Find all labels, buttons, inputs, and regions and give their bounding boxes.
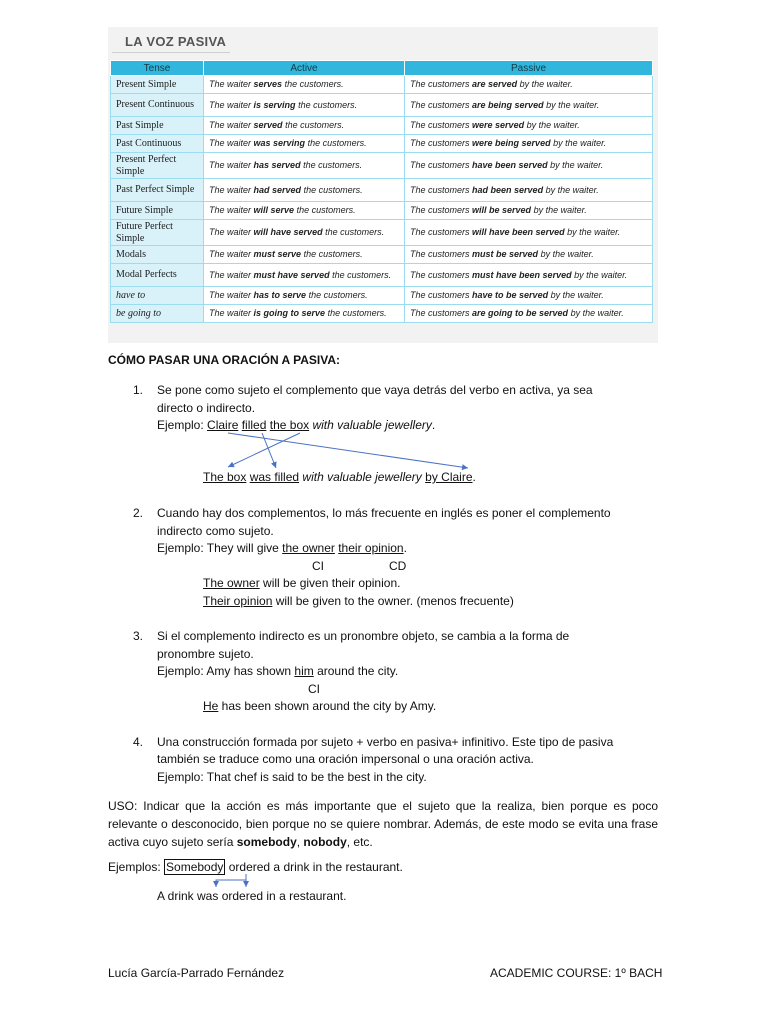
- passive-subject: Their opinion: [203, 594, 273, 608]
- table-row: [111, 287, 653, 305]
- verb-form: will have been served: [472, 227, 565, 238]
- verb-form: is serving: [253, 99, 296, 110]
- verb-form: are going to be served: [472, 308, 569, 319]
- arrow-object-to-subject: [228, 433, 300, 467]
- rule2-line2: indirecto como sujeto.: [157, 524, 274, 538]
- section-title: CÓMO PASAR UNA ORACIÓN A PASIVA:: [108, 353, 341, 367]
- sentence-part: by the waiter.: [543, 99, 600, 110]
- active-object: the box: [269, 418, 310, 432]
- passive-example: [405, 179, 653, 202]
- table-row: [111, 76, 653, 94]
- table-row: [111, 153, 653, 179]
- verb-form: have to be served: [472, 290, 549, 301]
- sentence-part: by the waiter.: [571, 269, 628, 280]
- verb-form: has served: [253, 160, 301, 171]
- boxed-subject: Somebody: [166, 860, 224, 874]
- tense-name: Modals: [111, 246, 204, 264]
- arrow-verb-to-passive-verb: [262, 433, 276, 468]
- sentence-part: the customers.: [282, 79, 344, 90]
- rule1-passive-example: [203, 470, 476, 485]
- sentence-part: The waiter: [209, 99, 254, 110]
- header-passive: Passive: [405, 61, 653, 76]
- sentence-part: The waiter: [209, 120, 254, 131]
- active-example: [204, 246, 405, 264]
- sentence-part: The customers: [410, 184, 473, 195]
- table-header-row: [111, 61, 653, 76]
- verb-form: had been served: [472, 184, 544, 195]
- footer-course: ACADEMIC COURSE: 1º BACH: [490, 966, 663, 980]
- verb-form: are being served: [472, 99, 544, 110]
- direct-object: their opinion: [338, 541, 404, 555]
- verb-form: have been served: [472, 160, 548, 171]
- verb-form: has to serve: [253, 290, 307, 301]
- verb-form: were served: [472, 120, 525, 131]
- table-title: LA VOZ PASIVA: [125, 34, 227, 49]
- tense-name: Present Perfect Simple: [111, 153, 204, 179]
- active-example: [204, 264, 405, 287]
- sentence-part: The customers: [410, 138, 473, 149]
- passive-example: [405, 264, 653, 287]
- active-example: [204, 287, 405, 305]
- sentence-part: the customers.: [300, 160, 363, 171]
- cd-label: CD: [389, 559, 407, 573]
- table-row: [111, 179, 653, 202]
- keyword-somebody: somebody: [236, 835, 297, 849]
- uso-end: , etc.: [346, 835, 373, 849]
- sentence-part: the customers.: [282, 120, 345, 131]
- active-example: [204, 76, 405, 94]
- rule2-passive-2: [203, 594, 514, 609]
- verb-form: serves: [253, 79, 283, 90]
- active-example: [204, 305, 405, 323]
- rule1-example: [157, 418, 435, 433]
- tense-name: Present Continuous: [111, 94, 204, 117]
- rule3-line2: pronombre sujeto.: [157, 647, 254, 661]
- object-pronoun: him: [294, 664, 314, 678]
- verb-form: served: [253, 120, 283, 131]
- rule2-passive-1: [203, 576, 400, 591]
- sentence-part: The customers: [410, 160, 473, 171]
- rule1-line1: Se pone como sujeto el complemento que vaya detrás del verbo en activa, ya sea: [157, 383, 593, 397]
- rule2-number: 2.: [133, 506, 144, 520]
- indirect-object: the owner: [282, 541, 335, 555]
- sentence-part: by the waiter.: [538, 249, 594, 260]
- sentence-part: The waiter: [209, 205, 254, 216]
- sentence-part: The waiter: [209, 227, 254, 238]
- verb-form: were being served: [472, 138, 551, 149]
- sentence-part: the customers.: [322, 227, 385, 238]
- sentence-end: .: [403, 541, 407, 555]
- sentence-end: .: [472, 470, 476, 484]
- sentence-part: the customers.: [329, 269, 392, 280]
- rule3-line1: Si el complemento indirecto es un pronombre objeto, se cambia a la forma de: [157, 629, 570, 643]
- verb-form: will have served: [253, 227, 323, 238]
- rule2-example: [157, 541, 407, 556]
- table-row: [111, 246, 653, 264]
- rule4-line1: Una construcción formada por sujeto + verbo en pasiva+ infinitivo. Este tipo de pasiva: [157, 735, 614, 749]
- verb-form: are served: [472, 79, 518, 90]
- table-row: [111, 94, 653, 117]
- sentence-part: the customers.: [306, 290, 368, 301]
- table-row: [111, 305, 653, 323]
- passive-example: [405, 76, 653, 94]
- example-label: Ejemplo:: [157, 418, 208, 432]
- active-example: [204, 202, 405, 220]
- sentence-part: the customers.: [305, 138, 367, 149]
- passive-subject: The owner: [203, 576, 260, 590]
- verb-form: must serve: [253, 249, 302, 260]
- examples-label: Ejemplos:: [108, 860, 165, 874]
- active-example: [204, 153, 405, 179]
- rule3-number: 3.: [133, 629, 144, 643]
- uso-text: USO: Indicar que la acción es más importante que el sujeto que la realiza, bien porque es poco relevante o desconocido, bien porque no se quiere nombrar. Además, de este modo se evita una frase activa cuyo sujeto sería: [108, 799, 658, 849]
- sentence-part: The customers: [410, 120, 473, 131]
- sentence-part: The waiter: [209, 308, 254, 319]
- verb-form: had served: [253, 184, 302, 195]
- verb-form: will serve: [253, 205, 295, 216]
- tense-name: Future Perfect Simple: [111, 220, 204, 246]
- sentence-part: the customers.: [294, 205, 356, 216]
- ci-label: CI: [308, 682, 320, 696]
- sentence-part: The customers: [410, 290, 473, 301]
- sentence-part: The waiter: [209, 184, 254, 195]
- example-label: Ejemplo: Amy has shown: [157, 664, 295, 678]
- tense-name: be going to: [111, 305, 204, 323]
- sentence-part: The customers: [410, 249, 473, 260]
- header-tense: Tense: [111, 61, 204, 76]
- examples-line: [108, 860, 403, 875]
- arrow-somebody-to-drink: [216, 874, 246, 887]
- example-label: Ejemplo: They will give: [157, 541, 283, 555]
- active-example: [204, 135, 405, 153]
- sentence-part: by the waiter.: [517, 79, 573, 90]
- tense-name: Modal Perfects: [111, 264, 204, 287]
- rule1-line2: directo o indirecto.: [157, 401, 256, 415]
- sentence-part: The waiter: [209, 269, 254, 280]
- tense-name: Future Simple: [111, 202, 204, 220]
- passive-voice-table-panel: [108, 27, 658, 343]
- active-example: [204, 94, 405, 117]
- passive-complement: with valuable jewellery: [302, 470, 422, 484]
- rule2-line1: Cuando hay dos complementos, lo más frecuente en inglés es poner el complemento: [157, 506, 611, 520]
- separator: ,: [296, 835, 304, 849]
- active-example: [204, 117, 405, 135]
- sentence-part: The customers: [410, 227, 473, 238]
- rule4-example: Ejemplo: That chef is said to be the best in the city.: [157, 770, 427, 784]
- passive-example: [405, 220, 653, 246]
- example-rest: ordered a drink in the restaurant.: [225, 860, 403, 874]
- sentence-part: The customers: [410, 79, 473, 90]
- sentence-part: by the waiter.: [548, 290, 604, 301]
- passive-example: [405, 117, 653, 135]
- sentence-part: The customers: [410, 99, 473, 110]
- tense-name: Past Simple: [111, 117, 204, 135]
- table-row: [111, 117, 653, 135]
- active-verb: filled: [241, 418, 267, 432]
- sentence-part: the customers.: [301, 249, 363, 260]
- passive-example: [405, 94, 653, 117]
- keyword-nobody: nobody: [303, 835, 347, 849]
- passive-example: [405, 246, 653, 264]
- sentence-part: The customers: [410, 205, 473, 216]
- verb-form: will be served: [472, 205, 532, 216]
- sentence-part: The waiter: [209, 290, 254, 301]
- passive-example: [405, 287, 653, 305]
- sentence-part: The waiter: [209, 249, 254, 260]
- passive-example: [405, 135, 653, 153]
- active-subject: Claire: [207, 418, 239, 432]
- table-row: [111, 135, 653, 153]
- sentence-part: The waiter: [209, 138, 254, 149]
- sentence-part: by the waiter.: [564, 227, 621, 238]
- verb-form: must have served: [253, 269, 330, 280]
- rule3-passive: [203, 699, 436, 714]
- sentence-part: The customers: [410, 308, 473, 319]
- tense-name: Past Continuous: [111, 135, 204, 153]
- active-complement: with valuable jewellery: [312, 418, 432, 432]
- tense-name: have to: [111, 287, 204, 305]
- sentence-part: The customers: [410, 269, 473, 280]
- example-rest: around the city.: [313, 664, 399, 678]
- table-row: [111, 220, 653, 246]
- sentence-part: the customers.: [301, 184, 363, 195]
- sentence-part: The waiter: [209, 79, 254, 90]
- sentence-end: .: [431, 418, 436, 432]
- arrow-subject-to-agent: [228, 433, 468, 468]
- passive-rest: will be given to the owner. (menos frecuente): [272, 594, 514, 608]
- passive-example: [405, 305, 653, 323]
- sentence-part: The waiter: [209, 160, 254, 171]
- title-divider: [112, 52, 230, 53]
- active-example: [204, 220, 405, 246]
- active-example: [204, 179, 405, 202]
- rule4-number: 4.: [133, 735, 144, 749]
- sentence-part: by the waiter.: [568, 308, 624, 319]
- passive-example: [405, 153, 653, 179]
- sentence-part: by the waiter.: [531, 205, 587, 216]
- passive-rest: has been shown around the city by Amy.: [218, 699, 437, 713]
- sentence-part: by the waiter.: [550, 138, 607, 149]
- table-row: [111, 202, 653, 220]
- verb-form: must be served: [472, 249, 539, 260]
- rule4-line2: también se traduce como una oración impersonal o una oración activa.: [157, 752, 534, 766]
- header-active: Active: [204, 61, 405, 76]
- passive-verb: was filled: [249, 470, 300, 484]
- examples-passive: A drink was ordered in a restaurant.: [157, 889, 347, 903]
- sentence-part: by the waiter.: [524, 120, 580, 131]
- tenses-table: [110, 60, 653, 323]
- sentence-part: by the waiter.: [543, 184, 599, 195]
- passive-agent: by Claire: [425, 470, 473, 484]
- tense-name: Present Simple: [111, 76, 204, 94]
- sentence-part: the customers.: [325, 308, 387, 319]
- subject-pronoun: He: [203, 699, 219, 713]
- ci-label: CI: [312, 559, 324, 573]
- verb-form: was serving: [253, 138, 306, 149]
- passive-rest: will be given their opinion.: [259, 576, 401, 590]
- tense-name: Past Perfect Simple: [111, 179, 204, 202]
- passive-example: [405, 202, 653, 220]
- sentence-part: the customers.: [295, 99, 358, 110]
- rule1-number: 1.: [133, 383, 144, 397]
- table-row: [111, 264, 653, 287]
- footer-author: Lucía García-Parrado Fernández: [108, 966, 285, 980]
- rule3-example: [157, 664, 398, 679]
- sentence-part: by the waiter.: [547, 160, 604, 171]
- verb-form: is going to serve: [253, 308, 326, 319]
- passive-subject: The box: [203, 470, 247, 484]
- uso-paragraph: [108, 797, 658, 851]
- verb-form: must have been served: [472, 269, 572, 280]
